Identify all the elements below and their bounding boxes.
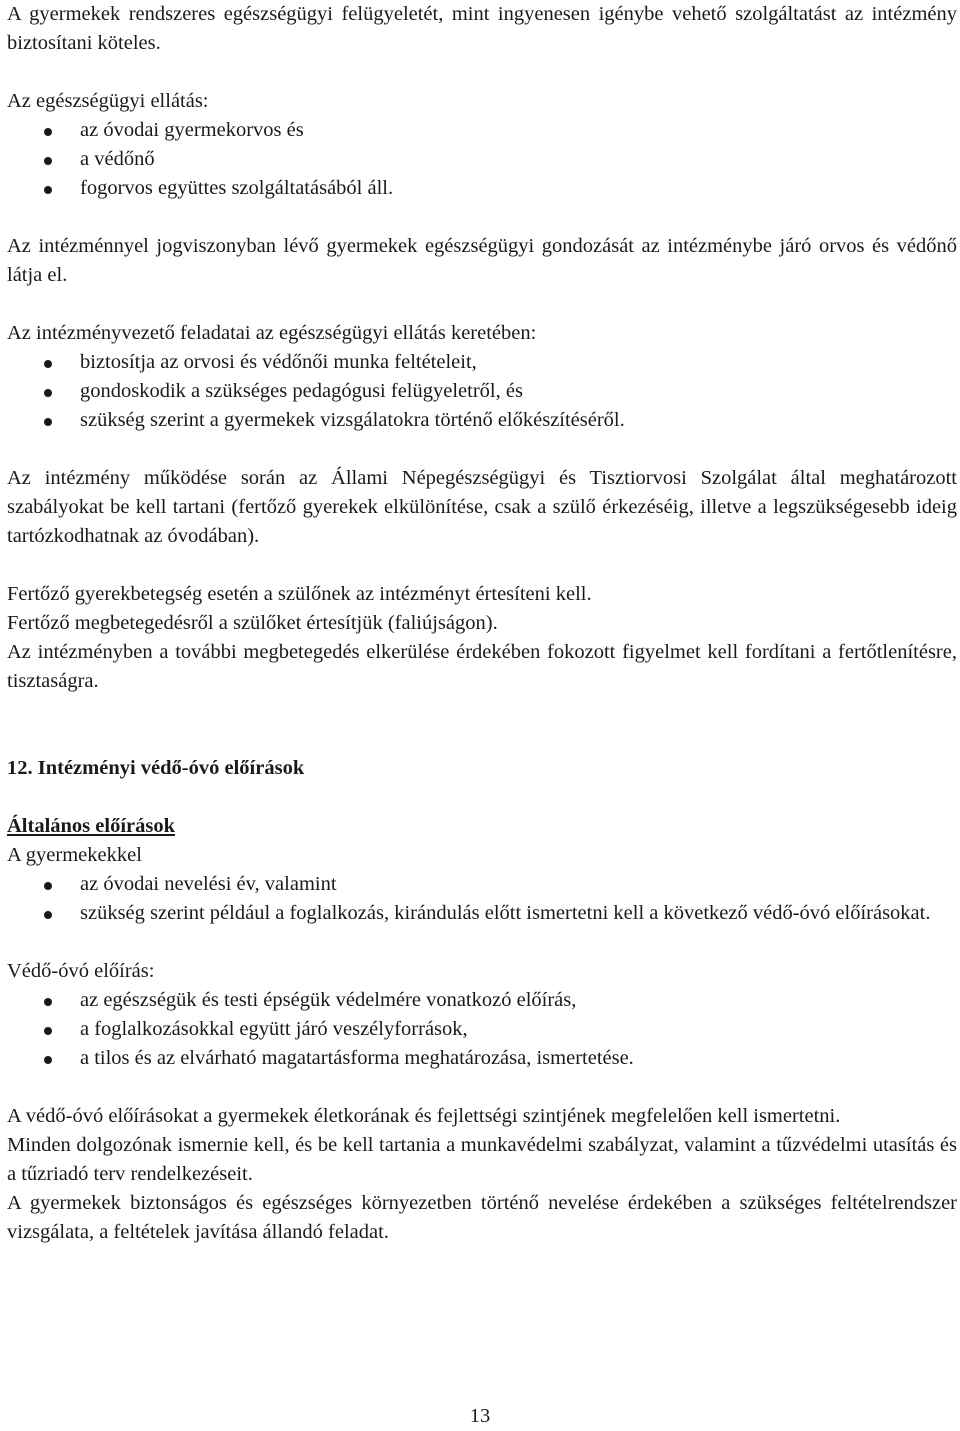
general-list (7, 870, 957, 928)
director-lead: Az intézményvezető feladatai az egészségügyi ellátás keretében: (7, 322, 537, 344)
list-item: a foglalkozásokkal együtt járó veszélyforrások, (7, 1015, 957, 1044)
closing-paragraph-3: A gyermekek biztonságos és egészséges környezetben történő nevelése érdekében a szükséges feltételrendszer vizsgálata, a feltételek javítása állandó feladat. (7, 1192, 957, 1243)
intro-paragraph: A gyermekek rendszeres egészségügyi felügyeletét, mint ingyenesen igénybe vehető szolgáltatást az intézmény biztosítani köteles. (7, 3, 957, 54)
infection-line-1: Fertőző gyerekbetegség esetén a szülőnek az intézményt értesíteni kell. (7, 583, 592, 605)
list-item: biztosítja az orvosi és védőnői munka feltételeit, (7, 348, 957, 377)
health-care-list (7, 116, 957, 203)
care-paragraph: Az intézménnyel jogviszonyban lévő gyermekek egészségügyi gondozását az intézménybe járó orvos és védőnő látja el. (7, 235, 957, 286)
list-item: a védőnő (7, 145, 957, 174)
general-lead: A gyermekekkel (7, 844, 142, 866)
general-heading: Általános előírások (7, 815, 175, 837)
section-number: 12. (7, 757, 33, 779)
list-item: az egészségük és testi épségük védelmére vonatkozó előírás, (7, 986, 957, 1015)
list-item: fogorvos együttes szolgáltatásából áll. (7, 174, 957, 203)
closing-paragraph-1: A védő-óvó előírásokat a gyermekek életkorának és fejlettségi szintjének megfelelően kell ismertetni. (7, 1105, 841, 1127)
health-care-lead: Az egészségügyi ellátás: (7, 90, 209, 112)
document-page (7, 0, 957, 1247)
list-item: szükség szerint például a foglalkozás, kirándulás előtt ismertetni kell a következő védő-óvó előírásokat. (7, 899, 957, 928)
director-list (7, 348, 957, 435)
protective-lead: Védő-óvó előírás: (7, 960, 155, 982)
ants-paragraph: Az intézmény működése során az Állami Népegészségügyi és Tisztiorvosi Szolgálat által meghatározott szabályokat be kell tartani (fertőző gyerekek elkülönítése, csak a szülő érkezéséig, illetve a legszükségesebb ideig tartózkodhatnak az óvodában). (7, 467, 957, 547)
list-item: a tilos és az elvárható magatartásforma meghatározása, ismertetése. (7, 1044, 957, 1073)
list-item: gondoskodik a szükséges pedagógusi felügyeletről, és (7, 377, 957, 406)
list-item: szükség szerint a gyermekek vizsgálatokra történő előkészítéséről. (7, 406, 957, 435)
page-number: 13 (469, 1405, 491, 1427)
infection-line-2: Fertőző megbetegedésről a szülőket értesítjük (faliújságon). (7, 612, 498, 634)
list-item: az óvodai nevelési év, valamint (7, 870, 957, 899)
section-title: Intézményi védő-óvó előírások (37, 757, 305, 779)
section-heading (7, 754, 957, 783)
closing-paragraph-2: Minden dolgozónak ismernie kell, és be kell tartania a munkavédelmi szabályzat, valamint a tűzvédelmi utasítás és a tűzriadó terv rendelkezéseit. (7, 1134, 957, 1185)
infection-line-3: Az intézményben a további megbetegedés elkerülése érdekében fokozott figyelmet kell fordítani a fertőtlenítésre, tisztaságra. (7, 641, 957, 692)
list-item: az óvodai gyermekorvos és (7, 116, 957, 145)
protective-list (7, 986, 957, 1073)
